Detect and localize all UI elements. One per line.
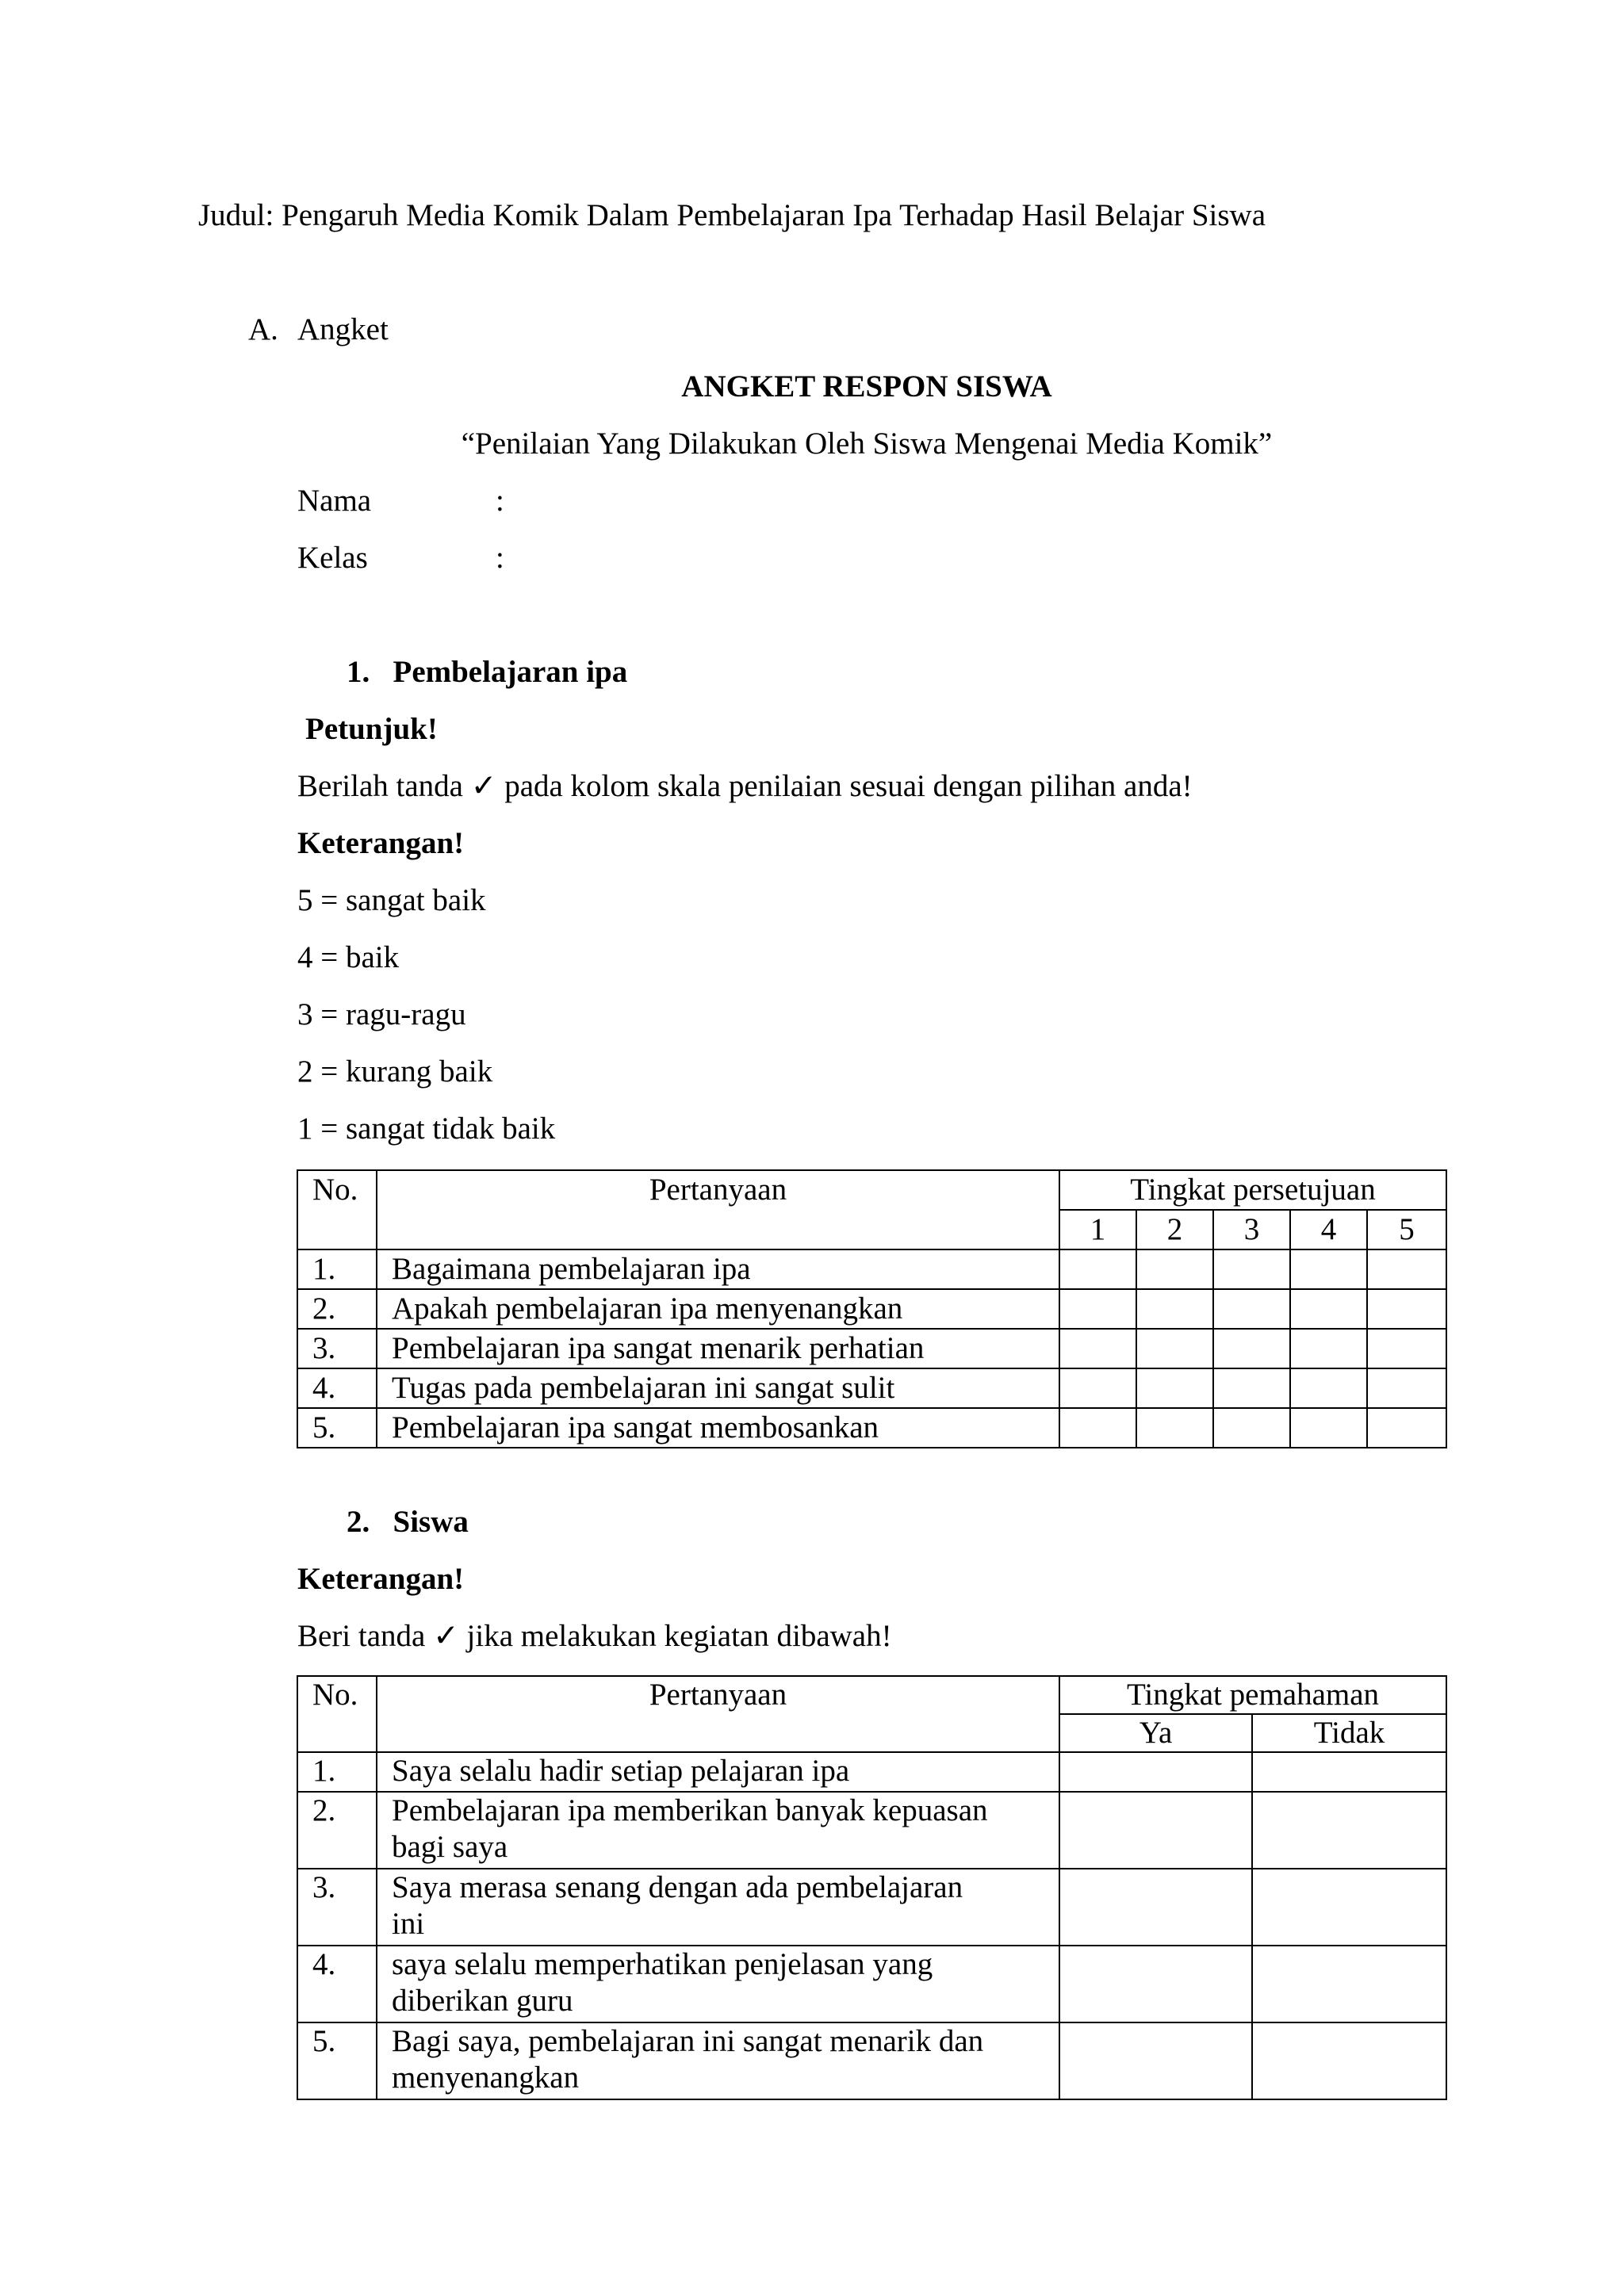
answer-cell[interactable] [1059,1946,1252,2022]
answer-cell[interactable] [1136,1368,1213,1408]
part1-petunjuk: Petunjuk! [305,712,438,746]
table-row [297,1869,1446,1946]
row-question: Pembelajaran ipa sangat menarik perhatian [377,1329,1059,1368]
answer-cell[interactable] [1059,1329,1136,1368]
section-a-label: Angket [297,312,389,346]
answer-cell[interactable] [1290,1289,1367,1329]
answer-cell[interactable] [1252,1869,1446,1946]
part2-instruction-after: jika melakukan kegiatan dibawah! [466,1619,892,1653]
answer-cell[interactable] [1136,1408,1213,1448]
agreement-table [297,1169,1447,1448]
answer-col-header-tidak: Tidak [1252,1714,1446,1752]
table-row [297,1752,1446,1792]
row-question: Apakah pembelajaran ipa menyenangkan [377,1289,1059,1329]
scale-item: 2 = kurang baik [297,1054,493,1089]
row-number: 3. [297,1869,377,1946]
scale-col-header: 3 [1213,1210,1290,1249]
row-question: Tugas pada pembelajaran ini sangat sulit [377,1368,1059,1408]
table-row [297,2022,1446,2099]
answer-cell[interactable] [1059,1792,1252,1869]
row-number: 2. [297,1792,377,1869]
table-row [297,1792,1446,1869]
row-question-line: saya selalu memperhatikan penjelasan yang [392,1947,933,1981]
table-row [297,1368,1446,1408]
document-title: Judul: Pengaruh Media Komik Dalam Pembelajaran Ipa Terhadap Hasil Belajar Siswa [198,198,1266,232]
scale-col-header: 4 [1290,1210,1367,1249]
part1-instruction [297,771,1193,802]
row-number: 5. [297,2022,377,2099]
row-question-line: bagi saya [392,1830,508,1864]
answer-cell[interactable] [1059,1289,1136,1329]
answer-cell[interactable] [1213,1408,1290,1448]
questionnaire-title: ANGKET RESPON SISWA [681,369,1052,404]
answer-cell[interactable] [1252,1752,1446,1792]
scale-col-header: 5 [1367,1210,1446,1249]
answer-cell[interactable] [1136,1249,1213,1289]
row-question [377,1792,1059,1869]
answer-cell[interactable] [1059,1408,1136,1448]
row-number: 1. [297,1752,377,1792]
col-question-header: Pertanyaan [377,1170,1059,1249]
answer-cell[interactable] [1213,1368,1290,1408]
check-mark-icon: ✓ [433,1619,459,1653]
answer-cell[interactable] [1290,1329,1367,1368]
questionnaire-subtitle: “Penilaian Yang Dilakukan Oleh Siswa Mengenai Media Komik” [461,427,1273,461]
row-number: 1. [297,1249,377,1289]
answer-cell[interactable] [1059,1869,1252,1946]
part1-instruction-after: pada kolom skala penilaian sesuai dengan pilihan anda! [504,769,1193,803]
scale-item: 3 = ragu-ragu [297,997,466,1031]
answer-cell[interactable] [1290,1368,1367,1408]
answer-cell[interactable] [1213,1289,1290,1329]
answer-cell[interactable] [1059,1752,1252,1792]
understanding-table [297,1675,1447,2100]
row-question-line: Pembelajaran ipa memberikan banyak kepuasan [392,1793,988,1827]
row-question-line: Saya selalu hadir setiap pelajaran ipa [392,1754,850,1788]
part1-keterangan: Keterangan! [297,826,465,860]
scale-item: 4 = baik [297,940,400,974]
answer-cell[interactable] [1290,1408,1367,1448]
row-question: Bagaimana pembelajaran ipa [377,1249,1059,1289]
scale-col-header: 2 [1136,1210,1213,1249]
row-number: 5. [297,1408,377,1448]
table-row [297,1289,1446,1329]
answer-cell[interactable] [1213,1329,1290,1368]
class-label: Kelas [297,541,368,575]
name-colon: : [496,484,504,518]
answer-cell[interactable] [1290,1249,1367,1289]
part1-heading: 1. Pembelajaran ipa [347,655,628,689]
row-number: 2. [297,1289,377,1329]
row-number: 3. [297,1329,377,1368]
row-question-line: ini [392,1907,425,1941]
answer-cell[interactable] [1136,1329,1213,1368]
row-question-line: Saya merasa senang dengan ada pembelajaran [392,1870,963,1904]
answer-cell[interactable] [1213,1249,1290,1289]
row-question-line: diberikan guru [392,1984,573,2018]
part1-instruction-before: Berilah tanda [297,769,463,803]
answer-cell[interactable] [1252,2022,1446,2099]
part2-instruction [297,1621,892,1651]
class-colon: : [496,541,504,575]
row-question [377,1946,1059,2022]
table-row [297,1249,1446,1289]
part2-keterangan: Keterangan! [297,1562,465,1596]
answer-cell[interactable] [1252,1946,1446,2022]
table-row [297,1408,1446,1448]
scale-item: 5 = sangat baik [297,883,486,917]
row-question [377,2022,1059,2099]
answer-col-header-ya: Ya [1059,1714,1252,1752]
row-question [377,1869,1059,1946]
answer-cell[interactable] [1136,1289,1213,1329]
answer-cell[interactable] [1367,1368,1446,1408]
answer-cell[interactable] [1367,1408,1446,1448]
table-row [297,1329,1446,1368]
scale-item: 1 = sangat tidak baik [297,1112,556,1146]
row-question-line: menyenangkan [392,2061,580,2095]
section-a-marker: A. [248,312,278,346]
answer-cell[interactable] [1367,1249,1446,1289]
answer-cell[interactable] [1367,1329,1446,1368]
answer-cell[interactable] [1059,1368,1136,1408]
answer-cell[interactable] [1059,1249,1136,1289]
row-question [377,1752,1059,1792]
part2-heading: 2. Siswa [347,1505,469,1539]
col-agreement-header: Tingkat persetujuan [1059,1170,1446,1210]
col-understanding-header: Tingkat pemahaman [1059,1676,1446,1714]
col-no-header: No. [297,1170,377,1249]
answer-cell[interactable] [1367,1289,1446,1329]
name-label: Nama [297,484,372,518]
col-no-header: No. [297,1676,377,1752]
col-question-header: Pertanyaan [377,1676,1059,1752]
row-question-line: Bagi saya, pembelajaran ini sangat menarik dan [392,2024,984,2058]
row-number: 4. [297,1368,377,1408]
scale-col-header: 1 [1059,1210,1136,1249]
table-row [297,1946,1446,2022]
answer-cell[interactable] [1059,2022,1252,2099]
part2-instruction-before: Beri tanda [297,1619,426,1653]
row-question: Pembelajaran ipa sangat membosankan [377,1408,1059,1448]
check-mark-icon: ✓ [470,769,497,803]
row-number: 4. [297,1946,377,2022]
answer-cell[interactable] [1252,1792,1446,1869]
